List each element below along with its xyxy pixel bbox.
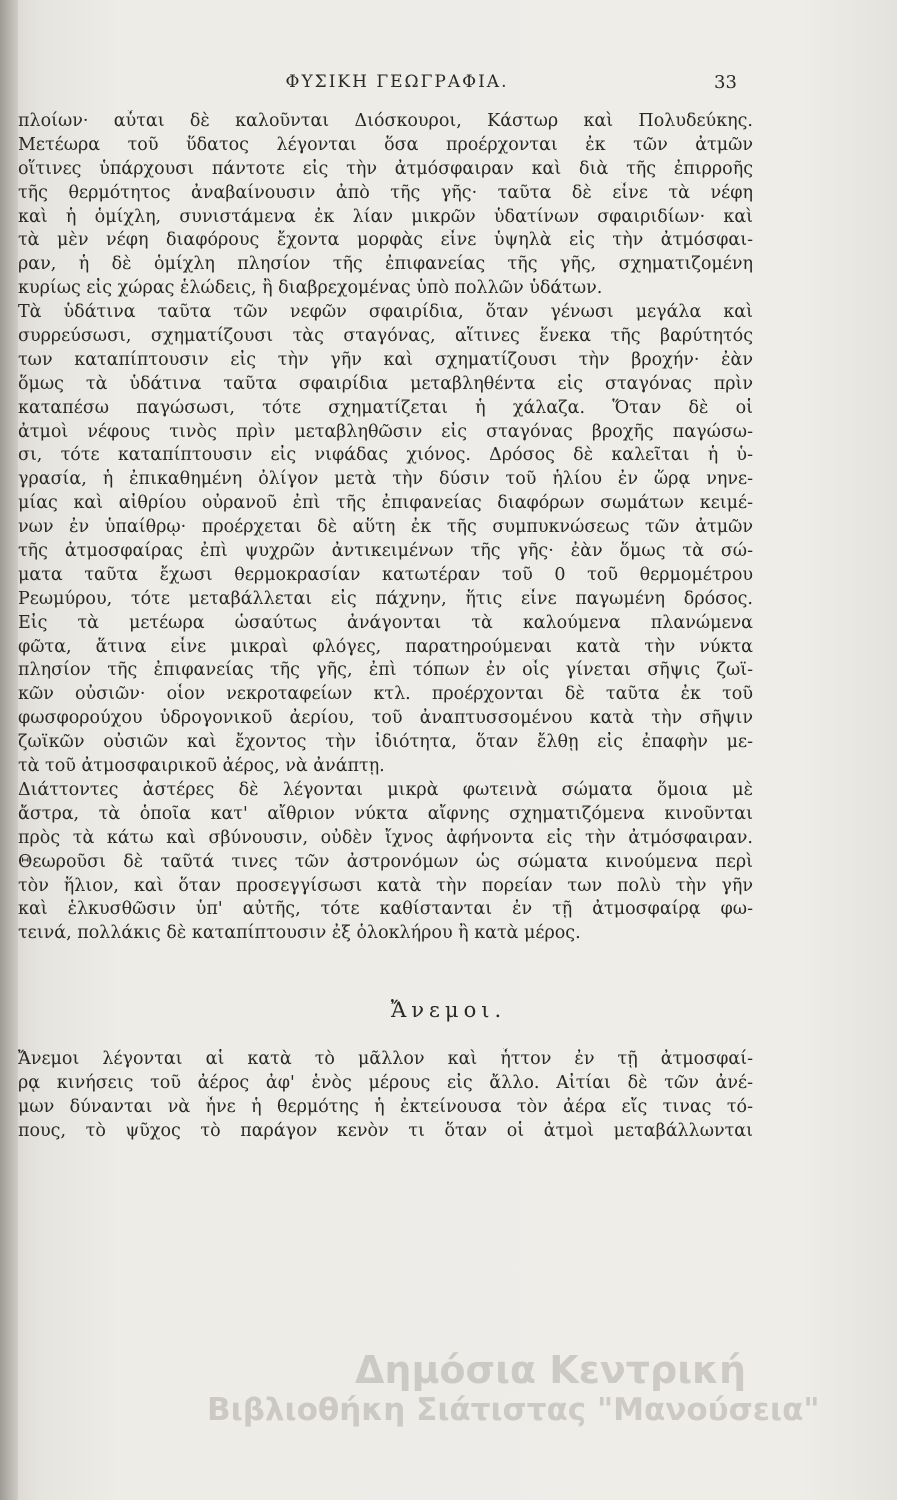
text-line: νων ἐν ὑπαίθρῳ· προέρχεται δὲ αὕτη ἐκ τῆς συμπυκνώσεως τῶν ἀτμῶν: [18, 517, 753, 538]
text-line: καὶ ἑλκυσθῶσιν ὑπ' αὐτῆς, τότε καθίστανται ἐν τῇ ἀτμοσφαίρᾳ φω-: [18, 899, 753, 920]
text-line: τὰ μὲν νέφη διαφόρους ἔχοντα μορφὰς εἶνε ὑψηλὰ εἰς τὴν ἀτμόσφαι-: [18, 230, 753, 251]
text-line: Εἰς τὰ μετέωρα ὡσαύτως ἀνάγονται τὰ καλούμενα πλανώμενα: [18, 612, 753, 633]
page-number: 33: [714, 72, 737, 93]
text-line: μίας καὶ αἰθρίου οὐρανοῦ ἐπὶ τῆς ἐπιφανείας διαφόρων σωμάτων κειμέ-: [18, 493, 753, 514]
text-line: ματα ταῦτα ἔχωσι θερμοκρασίαν κατωτέραν τοῦ 0 τοῦ θερμομέτρου: [18, 564, 753, 585]
text-line: συρρεύσωσι, σχηματίζουσι τὰς σταγόνας, αἵτινες ἕνεκα τῆς βαρύτητός: [18, 326, 753, 347]
text-line: πους, τὸ ψῦχος τὸ παράγον κενὸν τι ὅταν οἱ ἀτμοὶ μεταβάλλωνται: [18, 1120, 753, 1141]
text-line: πλοίων· αὗται δὲ καλοῦνται Διόσκουροι, Κάστωρ καὶ Πολυδεύκης.: [18, 111, 753, 131]
library-watermark-line-2: Βιβλιοθήκη Σιάτιστας "Μανούσεια": [207, 1392, 820, 1428]
text-line: φῶτα, ἅτινα εἶνε μικραὶ φλόγες, παρατηρούμεναι κατὰ τὴν νύκτα: [18, 636, 753, 657]
section-heading: Ἄνεμοι.: [390, 998, 507, 1022]
running-title: ΦΥΣΙΚΗ ΓΕΩΓΡΑΦΙΑ.: [285, 72, 509, 92]
page-header: [0, 72, 897, 102]
text-line: μων δύνανται νὰ ἦνε ἡ θερμότης ἡ ἐκτείνουσα τὸν ἀέρα εἴς τινας τό-: [18, 1096, 753, 1117]
text-line: Μετέωρα τοῦ ὕδατος λέγονται ὅσα προέρχονται ἐκ τῶν ἀτμῶν: [18, 134, 753, 155]
text-line: Διάττοντες ἀστέρες δὲ λέγονται μικρὰ φωτεινὰ σώματα ὅμοια μὲ: [18, 779, 753, 800]
text-line: κυρίως εἰς χώρας ἑλώδεις, ἢ διαβρεχομένας ὑπὸ πολλῶν ὑδάτων.: [18, 278, 603, 299]
text-line: καὶ ἡ ὁμίχλη, συνιστάμενα ἐκ λίαν μικρῶν ὑδατίνων σφαιριδίων· καὶ: [18, 206, 753, 227]
text-line: τῆς ἀτμοσφαίρας ἐπὶ ψυχρῶν ἀντικειμένων τῆς γῆς· ἐὰν ὅμως τὰ σώ-: [18, 541, 753, 562]
text-line: τὸν ἥλιον, καὶ ὅταν προσεγγίσωσι κατὰ τὴν πορείαν των πολὺ τὴν γῆν: [18, 875, 753, 896]
text-line: πρὸς τὰ κάτω καὶ σβύνουσιν, οὐδὲν ἴχνος ἀφήνοντα εἰς τὴν ἀτμόσφαιραν.: [18, 827, 753, 848]
text-line: φωσφορούχου ὑδρογονικοῦ ἀερίου, τοῦ ἀναπτυσσομένου κατὰ τὴν σῆψιν: [18, 708, 753, 729]
library-watermark-line-1: Δημόσια Κεντρική: [355, 1348, 747, 1392]
text-line: τὰ τοῦ ἀτμοσφαιρικοῦ ἀέρος, νὰ ἀνάπτῃ.: [18, 756, 385, 777]
text-line: πλησίον τῆς ἐπιφανείας τῆς γῆς, ἐπὶ τόπων ἐν οἷς γίνεται σῆψις ζωϊ-: [18, 660, 753, 681]
text-line: καταπέσω παγώσωσι, τότε σχηματίζεται ἡ χάλαζα. Ὅταν δὲ οἱ: [18, 397, 753, 418]
text-line: Ρεωμύρου, τότε μεταβάλλεται εἰς πάχνην, ἥτις εἶνε παγωμένη δρόσος.: [18, 588, 753, 609]
text-line: ζωϊκῶν οὐσιῶν καὶ ἔχοντος τὴν ἰδιότητα, ὅταν ἔλθῃ εἰς ἐπαφὴν με-: [18, 732, 753, 753]
text-line: τῆς θερμότητος ἀναβαίνουσιν ἀπὸ τῆς γῆς· ταῦτα δὲ εἶνε τὰ νέφη: [18, 182, 753, 203]
text-line: ὅμως τὰ ὑδάτινα ταῦτα σφαιρίδια μεταβληθέντα εἰς σταγόνας πρὶν: [18, 373, 753, 394]
text-line: των καταπίπτουσιν εἰς τὴν γῆν καὶ σχηματίζουσι τὴν βροχήν· ἐὰν: [18, 349, 753, 370]
body-text: [18, 110, 753, 946]
text-line: ρᾳ κινήσεις τοῦ ἀέρος ἀφ' ἑνὸς μέρους εἰς ἄλλο. Αἰτίαι δὲ τῶν ἀνέ-: [18, 1072, 753, 1093]
text-line: Ἄνεμοι λέγονται αἱ κατὰ τὸ μᾶλλον καὶ ἧττον ἐν τῇ ἀτμοσφαί-: [18, 1049, 753, 1069]
text-line: γρασία, ἡ ἐπικαθημένη ὀλίγον μετὰ τὴν δύσιν τοῦ ἡλίου ἐν ὥρᾳ νηνε-: [18, 469, 753, 490]
text-line: Θεωροῦσι δὲ ταῦτά τινες τῶν ἀστρονόμων ὡς σώματα κινούμενα περὶ: [18, 851, 753, 872]
text-line: ἀτμοὶ νέφους τινὸς πρὶν μεταβληθῶσιν εἰς σταγόνας βροχῆς παγώσω-: [18, 421, 753, 442]
text-line: ραν, ἡ δὲ ὁμίχλη πλησίον τῆς ἐπιφανείας τῆς γῆς, σχηματιζομένη: [18, 254, 753, 275]
text-line: τεινά, πολλάκις δὲ καταπίπτουσιν ἐξ ὁλοκλήρου ἢ κατὰ μέρος.: [18, 923, 581, 944]
text-line: οἵτινες ὑπάρχουσι πάντοτε εἰς τὴν ἀτμόσφαιραν καὶ διὰ τῆς ἐπιρροῆς: [18, 158, 753, 179]
book-spine-shadow: [0, 0, 18, 1500]
text-line: Τὰ ὑδάτινα ταῦτα τῶν νεφῶν σφαιρίδια, ὅταν γένωσι μεγάλα καὶ: [18, 302, 753, 323]
text-line: σι, τότε καταπίπτουσιν εἰς νιφάδας χιόνος. Δρόσος δὲ καλεῖται ἡ ὑ-: [18, 445, 753, 466]
body-text-continued: [18, 1048, 753, 1144]
text-line: ἄστρα, τὰ ὁποῖα κατ' αἴθριον νύκτα αἴφνης σχηματιζόμενα κινοῦνται: [18, 803, 753, 824]
text-line: κῶν οὐσιῶν· οἷον νεκροταφείων κτλ. προέρχονται δὲ ταῦτα ἐκ τοῦ: [18, 684, 753, 705]
